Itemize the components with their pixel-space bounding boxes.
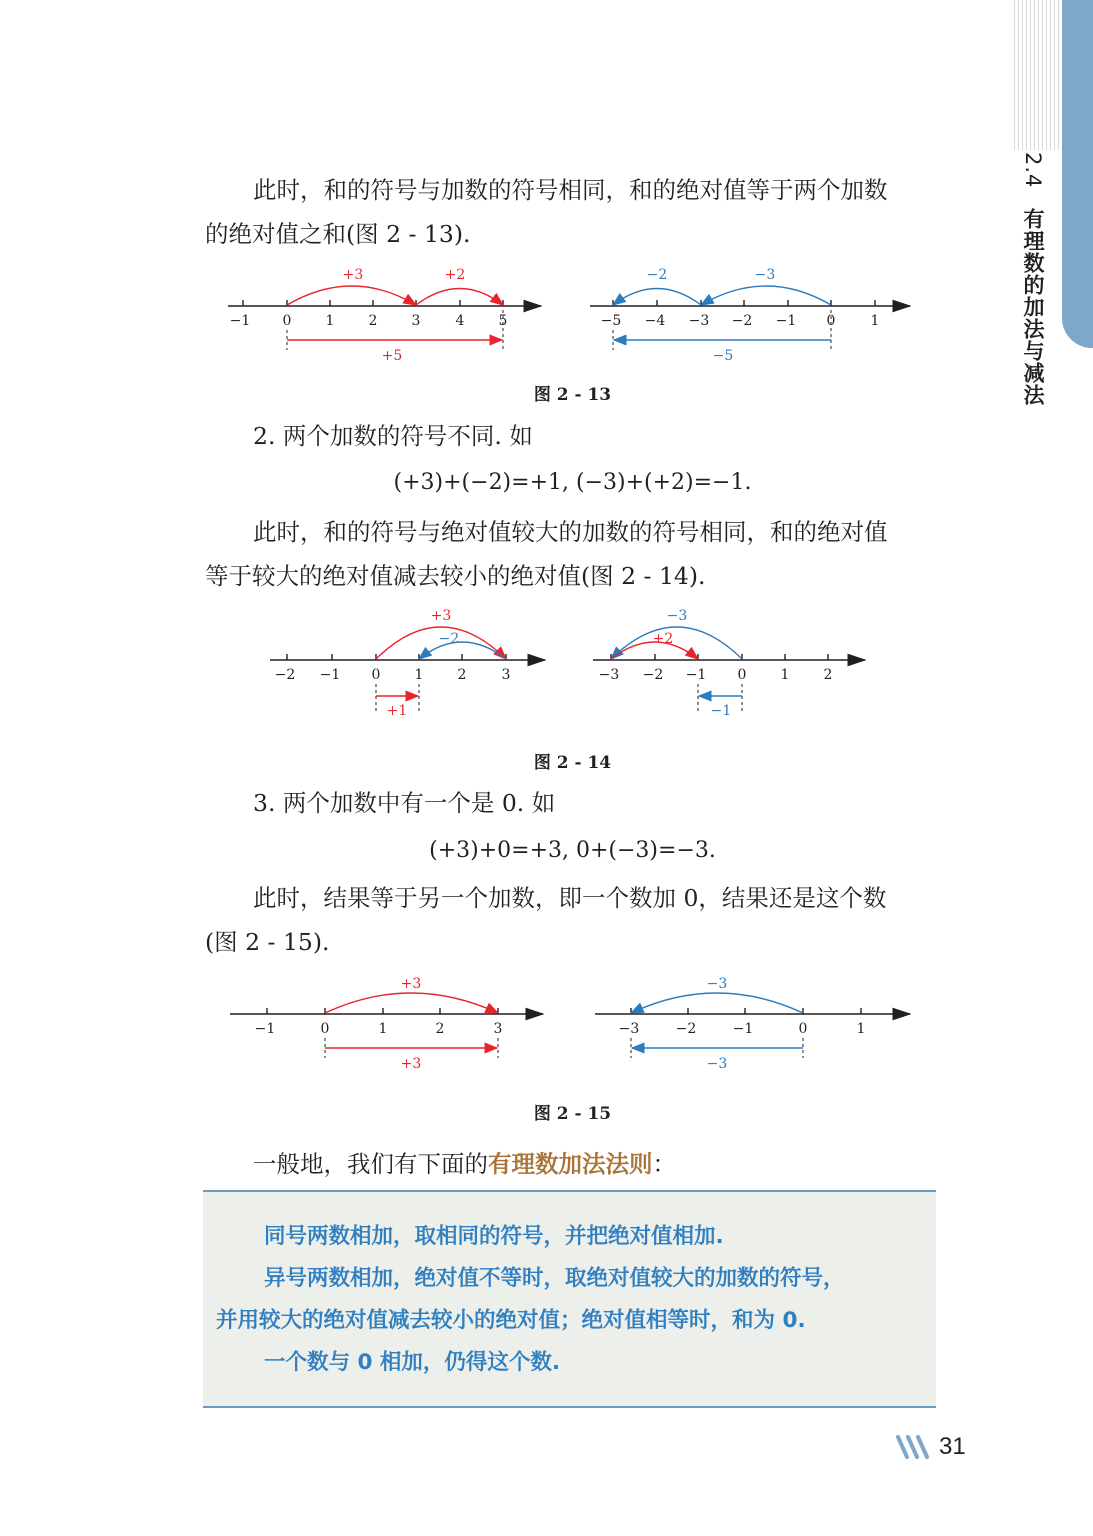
chapter-tab	[1062, 0, 1093, 348]
arc-plus-3	[287, 286, 416, 305]
number-line-right	[593, 608, 865, 719]
paragraph-line: 此时，和的符号与绝对值较大的加数的符号相同，和的绝对值	[253, 518, 888, 546]
arc-label: +2	[444, 267, 466, 283]
tick-label: 1	[780, 667, 790, 683]
paragraph-line: 等于较大的绝对值减去较小的绝对值(图 2 - 14).	[205, 562, 706, 590]
page-number-text: 31	[939, 1433, 966, 1460]
tick-label: −2	[731, 313, 753, 329]
tick-label: 3	[411, 313, 421, 329]
tick-label: −1	[229, 313, 251, 329]
tick-label: 1	[870, 313, 880, 329]
arc-minus-3	[611, 627, 742, 659]
result-label: +1	[386, 703, 408, 719]
figure-2-14	[265, 600, 875, 725]
section-number: 2.4	[1021, 152, 1045, 189]
number-line-right	[595, 976, 910, 1072]
tick-label: 2	[823, 667, 833, 683]
number-line-left	[270, 608, 545, 719]
rule-intro-punct: ：	[652, 1150, 676, 1178]
paragraph-different-sign	[205, 510, 940, 598]
arc-label: −2	[646, 267, 668, 283]
arc-label: +3	[400, 976, 422, 992]
rule-intro	[205, 1142, 940, 1186]
tick-label: 0	[826, 313, 836, 329]
result-label: +3	[400, 1056, 422, 1072]
rule-same-sign: 同号两数相加，取相同的符号，并把绝对值相加.	[264, 1224, 724, 1249]
tick-label: −1	[685, 667, 707, 683]
arc-label: +2	[652, 631, 674, 647]
arc-label: −3	[706, 976, 728, 992]
arc-label: −3	[754, 267, 776, 283]
paragraph-line: 此时，结果等于另一个加数，即一个数加 0，结果还是这个数	[253, 884, 887, 912]
tick-label: 3	[501, 667, 511, 683]
tick-label: 1	[414, 667, 424, 683]
tick-label: −1	[254, 1021, 276, 1037]
tick-label: 2	[435, 1021, 445, 1037]
margin-decoration	[1014, 0, 1062, 150]
result-label: −5	[712, 348, 734, 364]
tick-label: −1	[319, 667, 341, 683]
tick-label: −1	[775, 313, 797, 329]
rule-name-highlight: 有理数加法法则	[488, 1150, 653, 1178]
figure-caption: 图 2 - 13	[533, 385, 612, 405]
tick-label: 2	[457, 667, 467, 683]
case-heading-text: 3. 两个加数中有一个是 0. 如	[253, 789, 556, 817]
tick-label: 0	[371, 667, 381, 683]
section-name: 有理数的加法与减法	[1021, 208, 1045, 407]
arc-minus-3	[631, 993, 803, 1013]
case-heading-text: 2. 两个加数的符号不同. 如	[253, 422, 533, 450]
figure-caption: 图 2 - 14	[533, 753, 612, 773]
tick-label: −2	[274, 667, 296, 683]
result-label: −3	[706, 1056, 728, 1072]
result-label: −1	[710, 703, 732, 719]
section-title	[1018, 152, 1048, 406]
number-line-left	[230, 976, 543, 1072]
number-line-left	[228, 267, 541, 364]
paragraph-same-sign	[205, 168, 940, 256]
formula: (+3)+0=+3, 0+(−3)=−3.	[429, 838, 716, 863]
tick-label: −4	[644, 313, 666, 329]
page-number	[895, 1427, 966, 1467]
arc-label: +3	[430, 608, 452, 624]
tick-label: 4	[455, 313, 465, 329]
tick-label: 0	[737, 667, 747, 683]
figure-2-15	[225, 968, 925, 1078]
arc-label: −2	[438, 631, 460, 647]
tick-label: −5	[600, 313, 622, 329]
paragraph-line: 的绝对值之和(图 2 - 13).	[205, 220, 471, 248]
tick-label: 1	[378, 1021, 388, 1037]
rule-intro-text: 一般地，我们有下面的	[253, 1150, 488, 1178]
figure-2-13	[225, 262, 925, 372]
number-line-right	[590, 267, 910, 364]
case-heading	[205, 414, 940, 458]
tick-label: 0	[798, 1021, 808, 1037]
paragraph-zero	[205, 876, 940, 964]
case-heading	[205, 781, 940, 825]
figure-caption: 图 2 - 15	[533, 1104, 612, 1124]
tick-label: 1	[325, 313, 335, 329]
result-label: +5	[381, 348, 403, 364]
rule-different-sign-line1: 异号两数相加，绝对值不等时，取绝对值较大的加数的符号，	[264, 1266, 845, 1291]
page-mark-icon	[895, 1434, 937, 1460]
tick-label: 2	[368, 313, 378, 329]
tick-label: −1	[732, 1021, 754, 1037]
formula: (+3)+(−2)=+1, (−3)+(+2)=−1.	[393, 470, 752, 495]
paragraph-line: 此时，和的符号与加数的符号相同，和的绝对值等于两个加数	[253, 176, 888, 204]
tick-label: 3	[493, 1021, 503, 1037]
arc-label: +3	[342, 267, 364, 283]
arc-plus-3	[325, 993, 498, 1013]
paragraph-line: (图 2 - 15).	[205, 928, 330, 956]
arc-label: −3	[666, 608, 688, 624]
tick-label: −3	[618, 1021, 640, 1037]
tick-label: 5	[498, 313, 508, 329]
tick-label: −2	[642, 667, 664, 683]
rule-different-sign-line2: 并用较大的绝对值减去较小的绝对值；绝对值相等时，和为 0.	[216, 1308, 806, 1333]
tick-label: −3	[688, 313, 710, 329]
rule-zero: 一个数与 0 相加，仍得这个数.	[264, 1350, 561, 1375]
tick-label: −2	[675, 1021, 697, 1037]
tick-label: 0	[320, 1021, 330, 1037]
tick-label: 0	[282, 313, 292, 329]
tick-label: −3	[598, 667, 620, 683]
arc-minus-3	[701, 286, 831, 305]
tick-label: 1	[856, 1021, 866, 1037]
